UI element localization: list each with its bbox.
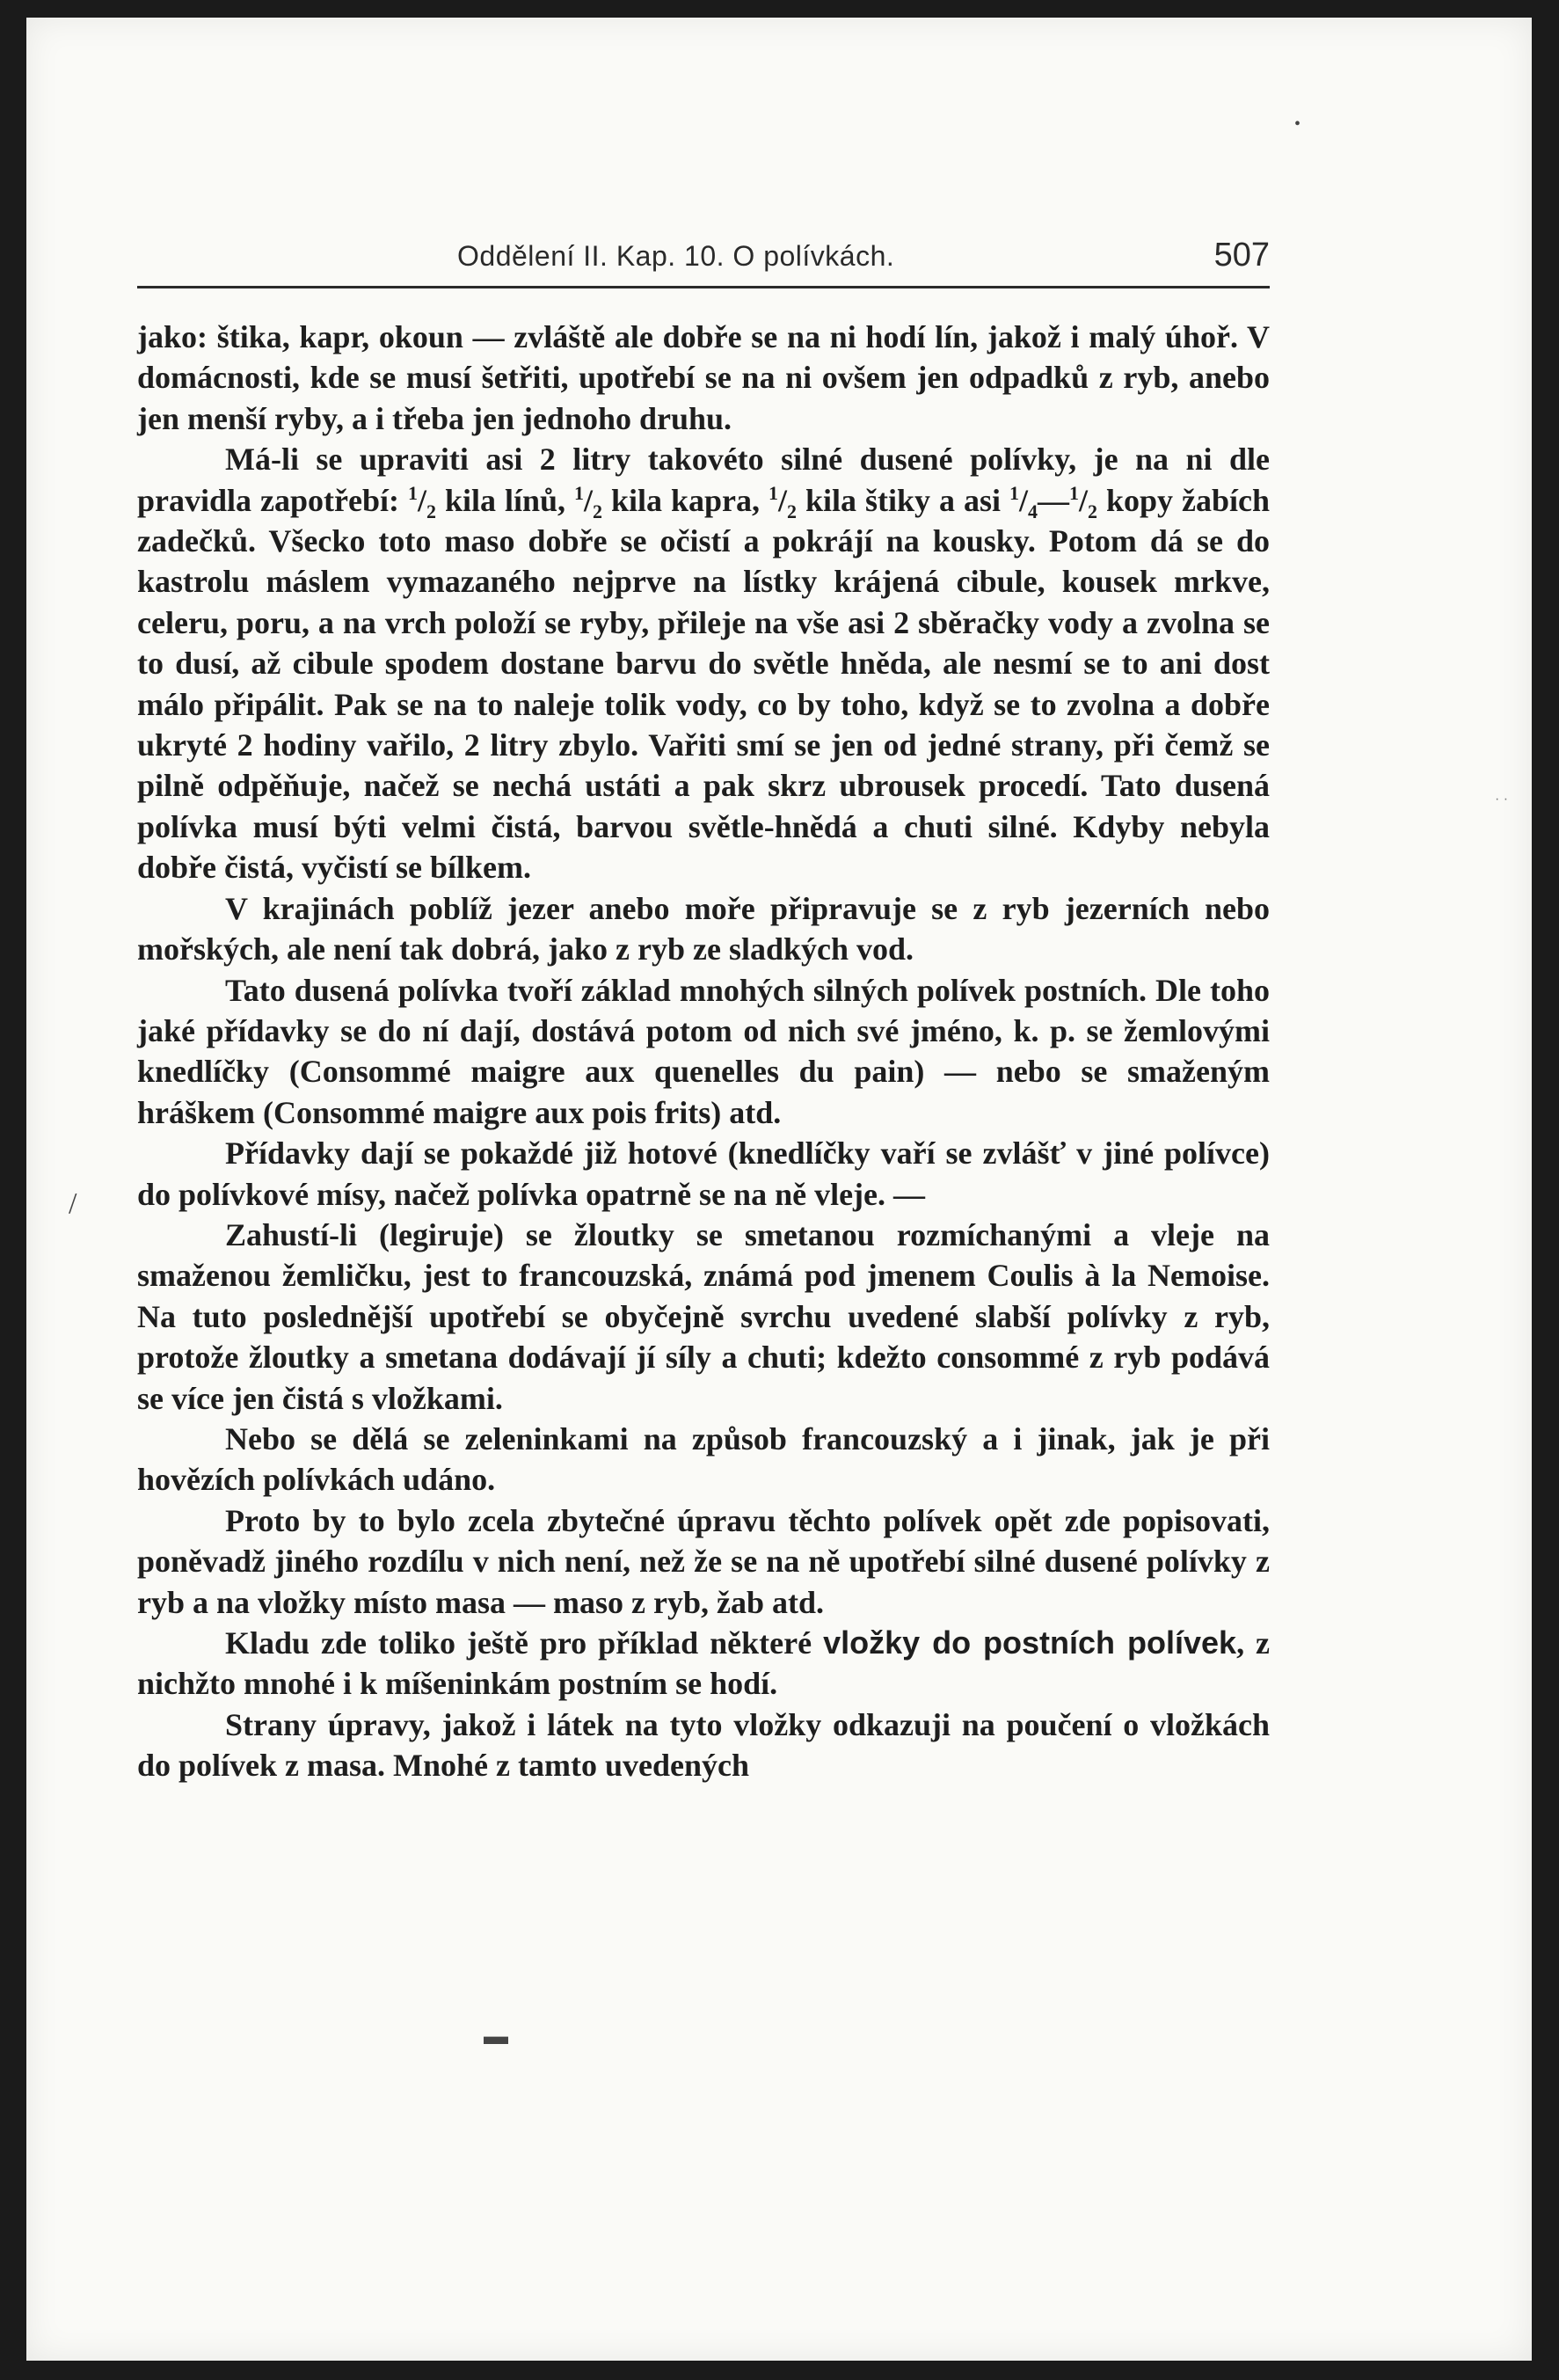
paragraph	[137, 888, 1270, 970]
text-run: Tato dusená polívka tvoří základ mnohých silných polívek postních. Dle toho jaké přídavky se do ní dají, dostává potom od nich své jméno, k. p. se žemlovými knedlíčky (Consommé maigre aux quenelles du pain) — nebo se smaženým hráškem (Consommé maigre aux pois frits) atd.	[137, 972, 1270, 1130]
text-run: kila kapra,	[602, 482, 769, 518]
paragraph	[137, 1623, 1270, 1705]
paragraph	[137, 1419, 1270, 1500]
text-run: /	[417, 482, 426, 518]
paragraph	[137, 1133, 1270, 1215]
stray-dot-mark: •	[1294, 114, 1301, 134]
fraction-numerator: 1	[769, 481, 778, 504]
fraction-denominator: 4	[1028, 500, 1038, 522]
fraction-denominator: 2	[426, 500, 436, 522]
text-run: V krajinách poblíž jezer anebo moře připravuje se z ryb jezerních nebo mořských, ale není tak dobrá, jako z ryb ze sladkých vod.	[137, 890, 1270, 967]
paragraph	[137, 1215, 1270, 1419]
header-title: Oddělení II. Kap. 10. O polívkách.	[457, 240, 895, 272]
text-run: kila línů,	[435, 482, 574, 518]
text-run: Strany úpravy, jakož i látek na tyto vložky odkazuji na poučení o vložkách do polívek z masa. Mnohé z tamto uvedených	[137, 1706, 1270, 1784]
text-run: Nebo se dělá se zeleninkami na způsob francouzský a i jinak, jak je při hovězích polívkách udáno.	[137, 1420, 1270, 1498]
text-run: /	[778, 482, 788, 518]
paragraph	[137, 317, 1270, 439]
text-run: jako: štika, kapr, okoun — zvláště ale dobře se na ni hodí lín, jakož i malý úhoř. V domácnosti, kde se musí šetřiti, upotřebí se na ni ovšem jen odpadků z ryb, anebo jen menší ryby, a i třeba jen jednoho druhu.	[137, 319, 1270, 436]
page-sheet	[26, 18, 1532, 2361]
fraction-numerator: 1	[1009, 481, 1019, 504]
paragraph	[137, 1500, 1270, 1623]
running-header	[137, 224, 1270, 288]
text-run: Kladu zde toliko ještě pro příklad některé	[225, 1625, 824, 1661]
text-run: Zahustí-li (legiruje) se žloutky se smetanou rozmíchanými a vleje na smaženou žemličku, jest to francouzská, známá pod jmenem Coulis à la Nemoise. Na tuto poslednější upotřebí se obyčejně svrchu uvedené slabší polívky z ryb, protože žloutky a smetana dodávají jí síly a chuti; kdežto consommé z ryb podává se více jen čistá s vložkami.	[137, 1216, 1270, 1416]
paragraph	[137, 1705, 1270, 1786]
paragraph	[137, 439, 1270, 887]
text-run: /	[1079, 482, 1089, 518]
text-run: kopy žabích zadečků. Všecko toto maso dobře se očistí a pokrájí na kousky. Potom dá se do kastrolu máslem vymazaného nejprve na lístky krájená cibule, kousek mrkve, celeru, poru, a na vrch položí se ryby, přileje na vše asi 2 sběračky vody a zvolna se to dusí, až cibule spodem dostane barvu do světle hněda, ale nesmí se to ani dost málo připálit. Pak se na to naleje tolik vody, co by toho, když se to zvolna a dobře ukryté 2 hodiny vařilo, 2 litry zbylo. Vařiti smí se jen od jedné strany, při čemž se pilně odpěňuje, načež se nechá ustáti a pak skrz ubrousek procedí. Tato dusená polívka musí býti velmi čistá, barvou světle-hnědá a chuti silné. Kdyby nebyla dobře čistá, vyčistí se bílkem.	[137, 482, 1271, 886]
text-run: —	[1038, 482, 1069, 518]
text-run: /	[583, 482, 593, 518]
text-run: Má-li se upraviti asi 2 litry takovéto silné dusené polívky, je na ni dle pravidla zapotřebí:	[137, 442, 1270, 518]
fraction-denominator: 2	[1088, 500, 1098, 522]
text-run: kila štiky a asi	[797, 482, 1009, 518]
fraction-numerator: 1	[1069, 481, 1079, 504]
ink-blot-mark: ▬	[484, 2023, 508, 2050]
text-run: /	[1018, 482, 1028, 518]
emphasized-term: vložky do postních polívek	[823, 1624, 1237, 1661]
text-run: , z nichžto mnohé i k míšeninkám postním se hodí.	[137, 1625, 1271, 1702]
margin-slash-mark: /	[69, 1187, 77, 1220]
text-run: Přídavky dají se pokaždé již hotové (knedlíčky vaří se zvlášť v jiné polívce) do polívkové mísy, načež polívka opatrně se na ně vleje. —	[137, 1135, 1270, 1212]
paragraph	[137, 970, 1270, 1134]
text-run: Proto by to bylo zcela zbytečné úpravu těchto polívek opět zde popisovati, poněvadž jiného rozdílu v nich není, než že se na ně upotřebí silné dusené polívky z ryb a na vložky místo masa — maso z ryb, žab atd.	[137, 1502, 1270, 1620]
edge-dots-mark: · ·	[1495, 792, 1509, 807]
fraction-numerator: 1	[573, 481, 584, 504]
body-text	[137, 317, 1270, 1786]
page-number: 507	[1213, 237, 1270, 274]
fraction-denominator: 2	[787, 500, 798, 522]
fraction-numerator: 1	[407, 481, 418, 504]
fraction-denominator: 2	[593, 500, 602, 522]
